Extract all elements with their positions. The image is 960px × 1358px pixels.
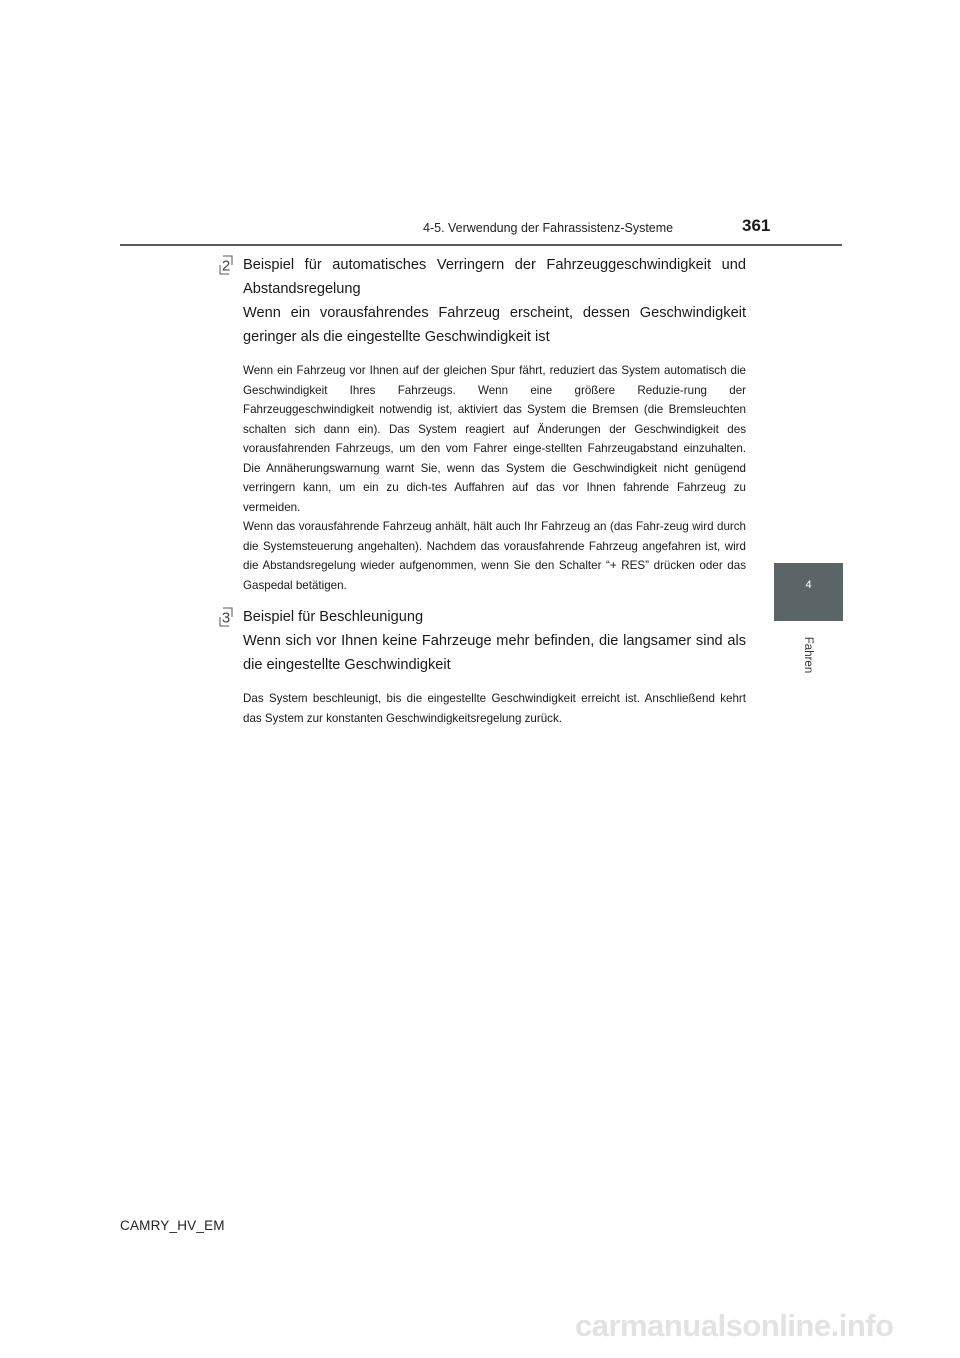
step-heading-line: Beispiel für Beschleunigung <box>243 609 424 625</box>
step-heading-line: Wenn sich vor Ihnen keine Fahrzeuge mehr befinden, die langsamer sind als die eingestellte Geschwindigkeit <box>243 633 746 673</box>
step-heading <box>243 605 746 677</box>
chapter-number: 4 <box>805 579 812 591</box>
step-badge-frame-icon <box>219 255 233 275</box>
header-rule <box>120 244 842 246</box>
step-number-badge <box>219 607 233 627</box>
step-heading-line: Wenn ein vorausfahrendes Fahrzeug erscheint, dessen Geschwindigkeit geringer als die eingestellte Geschwindigkeit ist <box>243 305 746 345</box>
step-block-3 <box>221 605 746 728</box>
step-block-2 <box>221 253 746 595</box>
step-heading <box>243 253 746 349</box>
step-badge-frame-icon <box>219 607 233 627</box>
header-section-title: 4-5. Verwendung der Fahrassistenz-Systeme <box>423 221 674 235</box>
step-number-badge <box>219 255 233 275</box>
step-paragraph: Das System beschleunigt, bis die eingestellte Geschwindigkeit erreicht ist. Anschließend kehrt das System zur konstanten Geschwindigkeitsregelung zurück. <box>243 692 746 725</box>
step-body <box>243 361 746 595</box>
page-number: 361 <box>742 216 771 235</box>
step-number: 2 <box>221 257 231 275</box>
step-paragraph: Wenn das vorausfahrende Fahrzeug anhält, hält auch Ihr Fahrzeug an (das Fahr-zeug wird durch die Systemsteuerung angehalten). Nachdem das vorausfahrende Fahrzeug angefahren ist, wird die Abstandsregelung wieder aufgenommen, wenn Sie den Schalter “+ RES” drücken oder das Gaspedal betätigen. <box>243 520 746 592</box>
step-paragraph: Wenn ein Fahrzeug vor Ihnen auf der gleichen Spur fährt, reduziert das System automatisch die Geschwindigkeit Ihres Fahrzeugs. Wenn eine größere Reduzie-rung der Fahrzeuggeschwindigkeit notwendig ist, aktiviert das System die Bremsen (die Bremsleuchten schalten sich dann ein). Das System reagiert auf Änderungen der Geschwindigkeit des vorausfahrenden Fahrzeugs, um den vom Fahrer einge-stellten Fahrzeugabstand einzuhalten. Die Annäherungswarnung warnt Sie, wenn das System die Geschwindigkeit nicht genügend verringern kann, um ein zu dich-tes Auffahren auf das vor Ihnen fahrende Fahrzeug zu vermeiden. <box>243 364 746 514</box>
chapter-label <box>801 631 815 679</box>
step-number: 3 <box>221 609 231 627</box>
document-id: CAMRY_HV_EM <box>120 1218 225 1233</box>
watermark[interactable]: carmanualsonline.info <box>575 1308 894 1343</box>
step-heading-line: Beispiel für automatisches Verringern der Fahrzeuggeschwindigkeit und Abstandsregelung <box>243 257 746 297</box>
chapter-tab[interactable] <box>774 563 843 621</box>
main-content <box>221 253 746 738</box>
chapter-label-text: Fahren <box>802 636 814 674</box>
step-body <box>243 689 746 728</box>
